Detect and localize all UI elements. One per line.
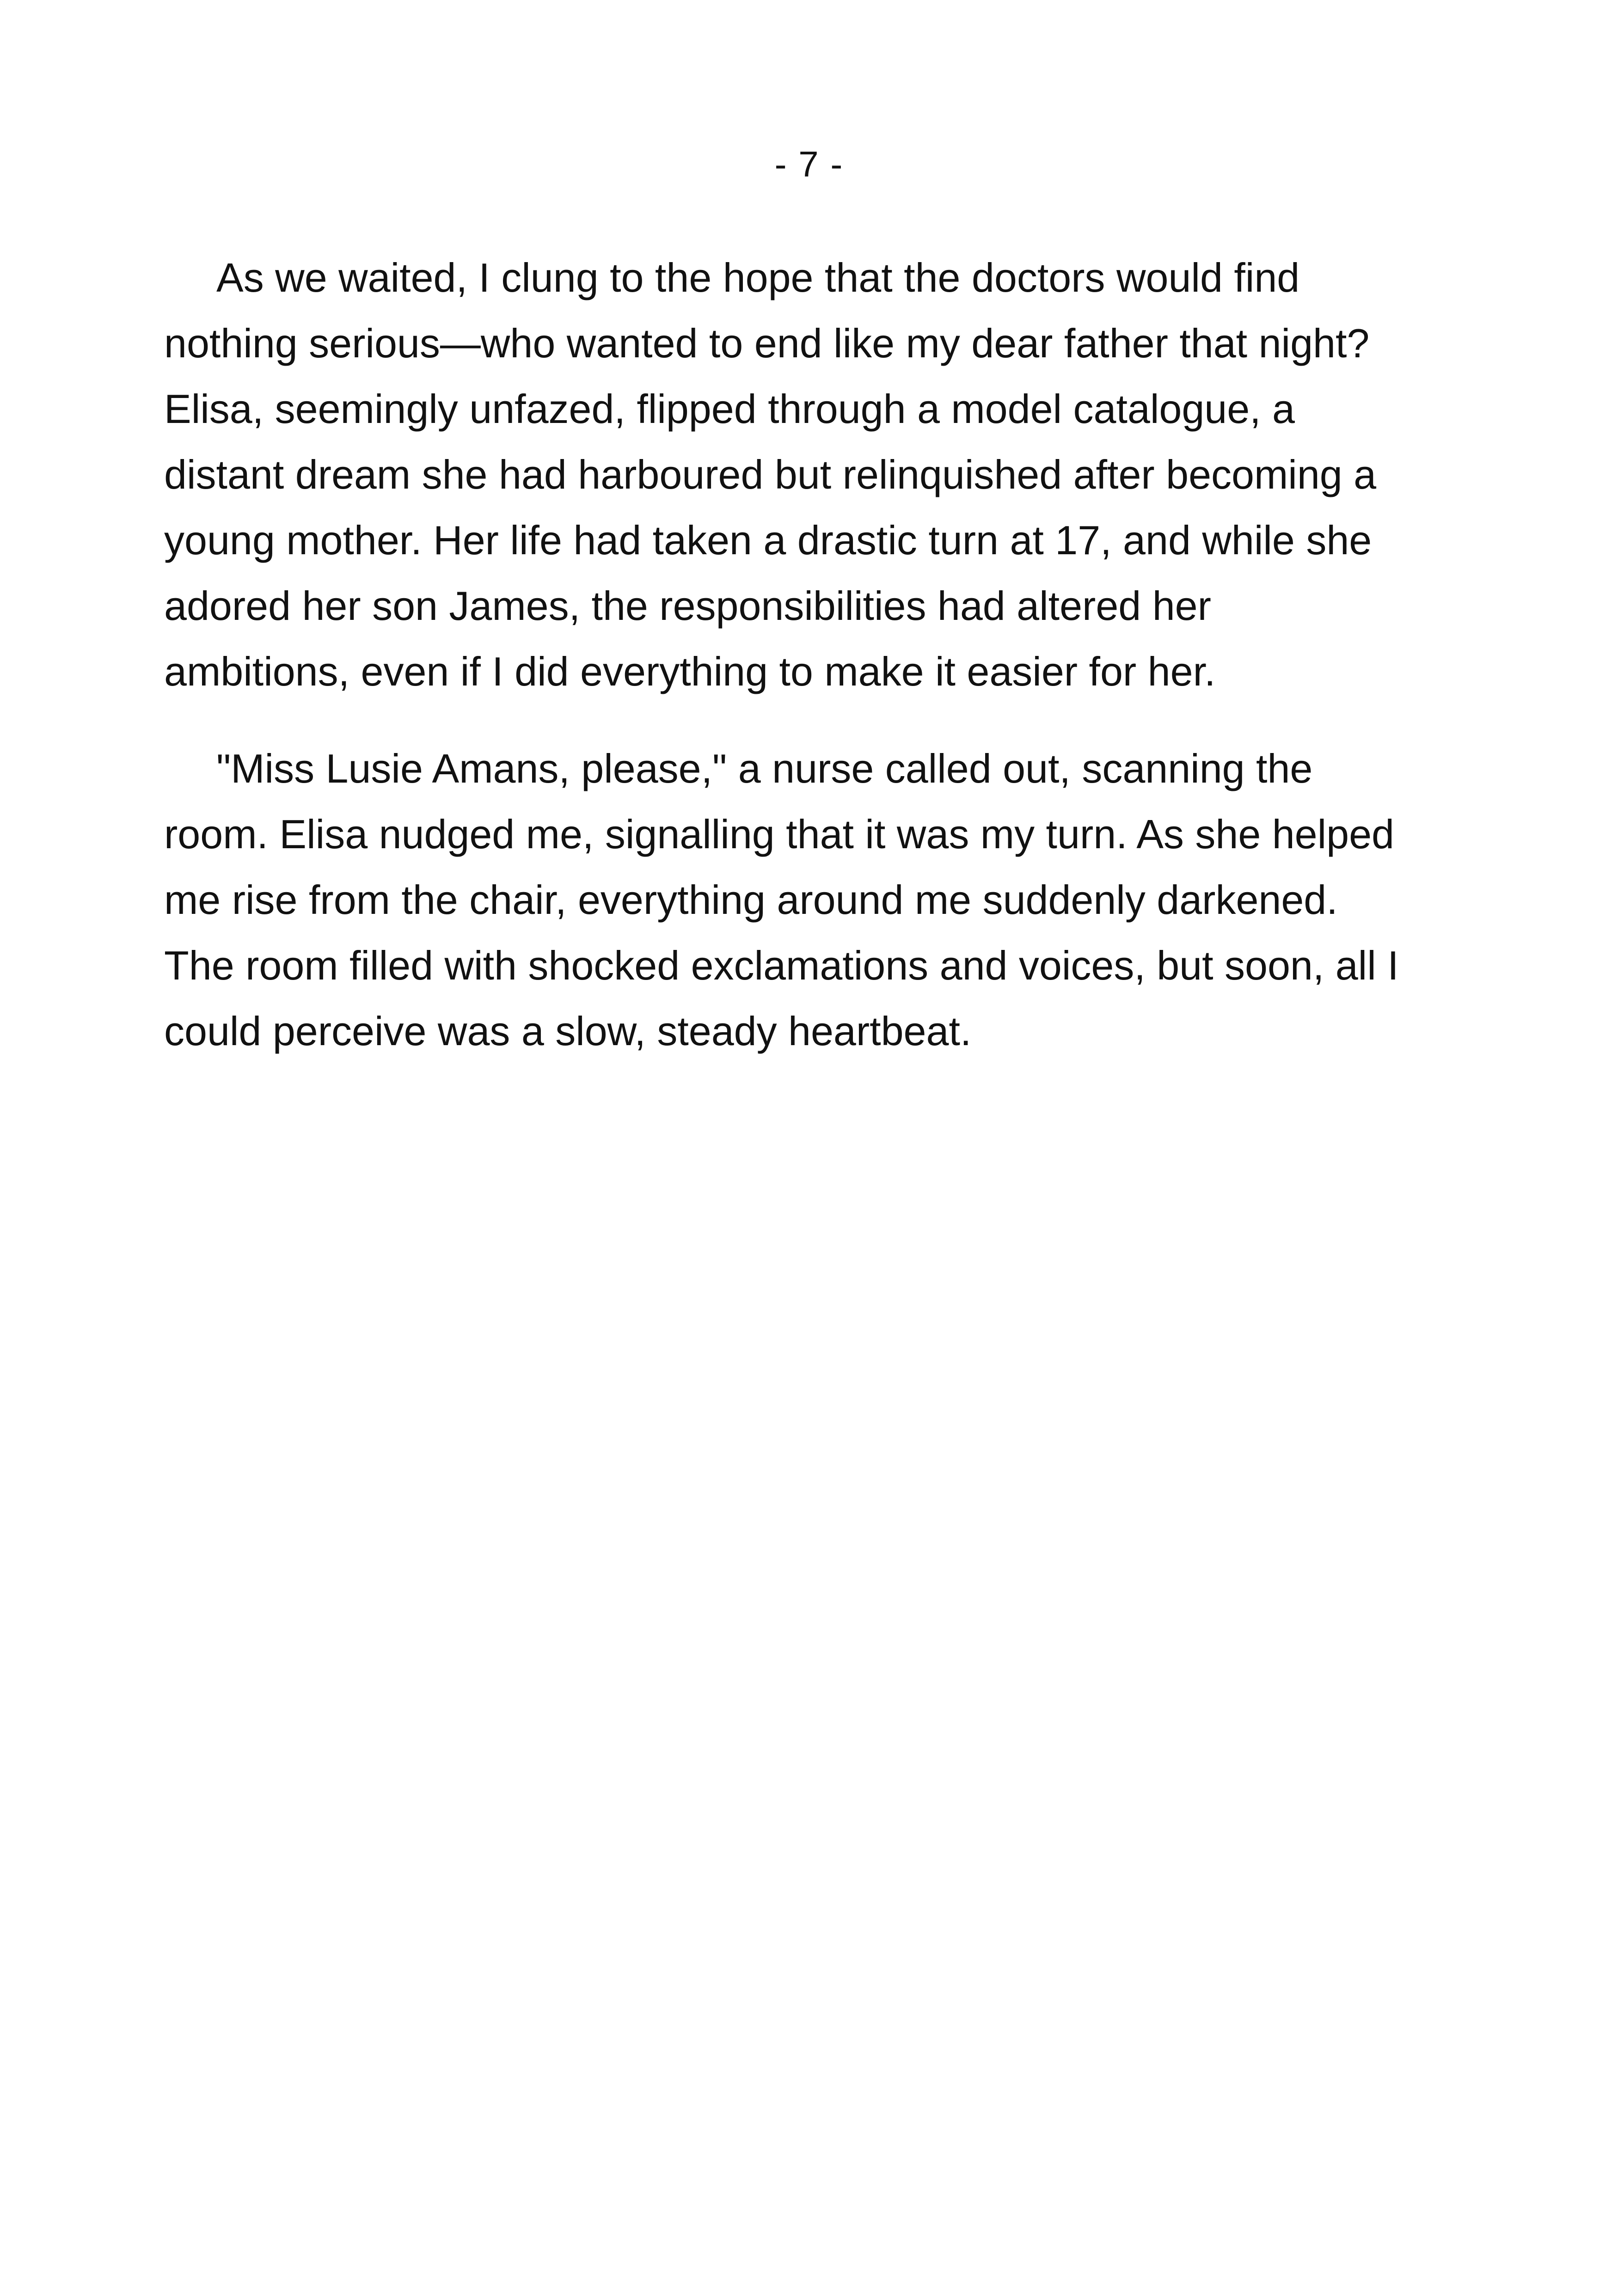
paragraph-2 (164, 736, 1495, 1064)
paragraph-spacing (164, 704, 1495, 736)
text-line: nothing serious—who wanted to end like my dear father that night? (164, 320, 1370, 366)
text-line: me rise from the chair, everything around me suddenly darkened. (164, 877, 1338, 923)
text-line: The room filled with shocked exclamations and voices, but soon, all I (164, 943, 1399, 988)
text-line: Elisa, seemingly unfazed, flipped through a model catalogue, a (164, 386, 1295, 432)
text-line: young mother. Her life had taken a drastic turn at 17, and while she (164, 517, 1372, 563)
text-line: As we waited, I clung to the hope that the doctors would find (216, 255, 1300, 300)
text-line: distant dream she had harboured but relinquished after becoming a (164, 452, 1377, 497)
text-line: "Miss Lusie Amans, please," a nurse called out, scanning the (216, 746, 1313, 791)
text-line: room. Elisa nudged me, signalling that it was my turn. As she helped (164, 811, 1394, 857)
text-line: adored her son James, the responsibilities had altered her (164, 583, 1211, 629)
body-text (164, 245, 1495, 1064)
page-number: - 7 - (774, 144, 844, 184)
text-line: could perceive was a slow, steady heartbeat. (164, 1008, 972, 1054)
text-line: ambitions, even if I did everything to make it easier for her. (164, 649, 1216, 694)
paragraph-1 (164, 245, 1495, 704)
